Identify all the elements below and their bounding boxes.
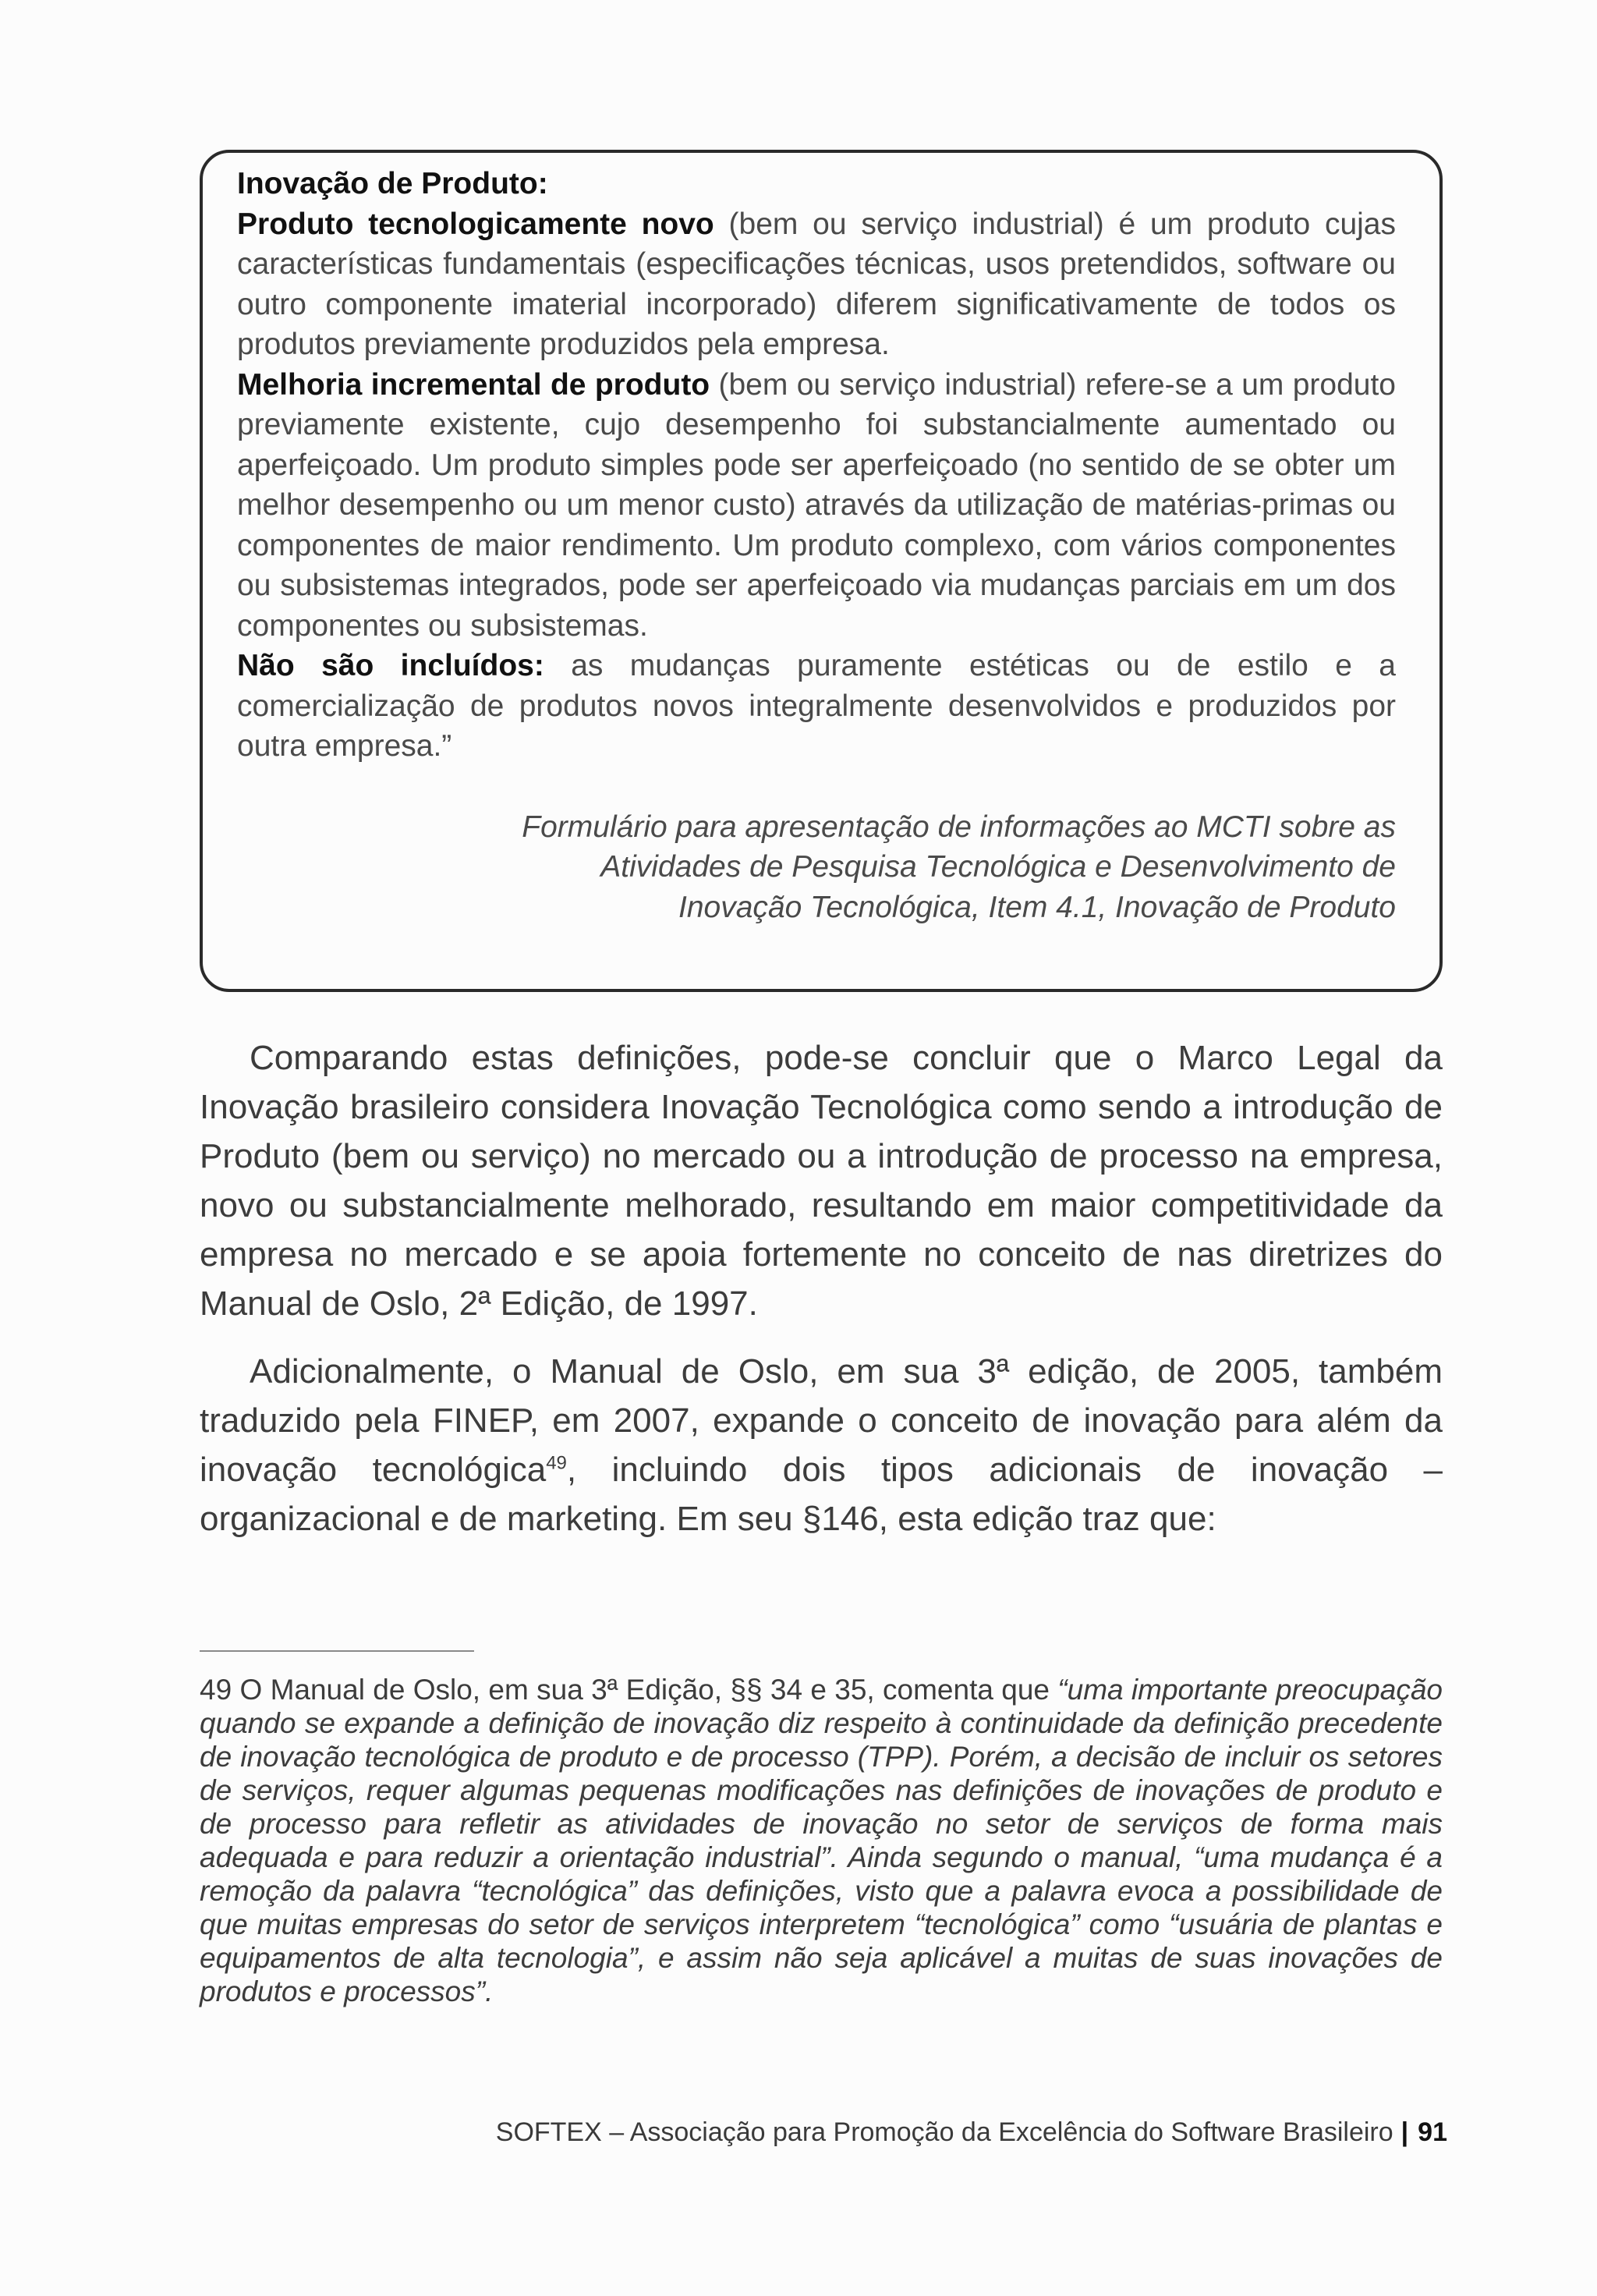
body-paragraph-2 — [200, 1347, 1443, 1543]
quote-paragraph-new-product — [237, 204, 1396, 365]
footnote-lead: 49 O Manual de Oslo, em sua 3ª Edição, §§ 34 e 35, comenta que — [200, 1674, 1058, 1706]
footer-separator: | — [1400, 2117, 1409, 2147]
quote-paragraph-incremental — [237, 365, 1396, 647]
footnote-divider — [200, 1650, 474, 1652]
footnote-ref-49[interactable]: 49 — [546, 1452, 567, 1474]
quote-heading: Inovação de Produto: — [237, 167, 548, 200]
quote-paragraph-excluded — [237, 646, 1396, 767]
quote-term-incremental: Melhoria incremental de produto — [237, 367, 710, 402]
quote-source-line-3: Inovação Tecnológica, Item 4.1, Inovação de Produto — [678, 890, 1396, 924]
quote-source-line-2: Atividades de Pesquisa Tecnológica e Desenvolvimento de — [600, 850, 1396, 884]
quote-source-line-1: Formulário para apresentação de informações ao MCTI sobre as — [522, 810, 1396, 844]
quote-text-new-product: (bem ou serviço industrial) é um produto cujas características fundamentais (especificações técnicas, usos pretendidos, software ou outro componente imaterial incorporado) diferem significativamente de todos os produtos previamente produzidos pela empresa. — [237, 207, 1397, 361]
footnote-49 — [200, 1673, 1443, 2008]
body-paragraph-2-start: Adicionalmente, o Manual de Oslo, em sua 3ª edição, de 2005, também traduzido pela FINEP, em 2007, expande o conceito de inovação para além da inovação tecnológica — [200, 1352, 1443, 1489]
footer-organization: SOFTEX – Associação para Promoção da Excelência do Software Brasileiro — [495, 2117, 1393, 2147]
body-paragraph-1: Comparando estas definições, pode-se concluir que o Marco Legal da Inovação brasileiro considera Inovação Tecnológica como sendo a introdução de Produto (bem ou serviço) no mercado ou a introdução de processo na empresa, novo ou substancialmente melhorado, resultando em maior competitividade da empresa no mercado e se apoia fortemente no conceito de nas diretrizes do Manual de Oslo, 2ª Edição, de 1997. — [200, 1039, 1443, 1323]
quote-text-excluded: as mudanças puramente estéticas ou de estilo e a comercialização de produtos novos integralmente desenvolvidos e produzidos por outra empresa.” — [237, 649, 1396, 763]
body-text — [200, 1033, 1443, 1562]
footnote-text — [200, 1673, 1443, 2008]
page-number: 91 — [1418, 2117, 1447, 2147]
quote-text-incremental: (bem ou serviço industrial) refere-se a um produto previamente existente, cujo desempenho foi substancialmente aumentado ou aperfeiçoado. Um produto simples pode ser aperfeiçoado (no sentido de se obter um melhor desempenho ou um menor custo) através da utilização de matérias-primas ou componentes de maior rendimento. Um produto complexo, com vários componentes ou subsistemas integrados, pode ser aperfeiçoado via mudanças parciais em um dos componentes ou subsistemas. — [237, 367, 1396, 643]
quote-source — [237, 807, 1396, 928]
body-paragraph-2-end: , incluindo dois tipos adicionais de inovação – organizacional e de marketing. Em seu §146, esta edição traz que: — [200, 1451, 1443, 1538]
quote-term-excluded: Não são incluídos: — [237, 649, 544, 682]
definition-quote-box — [200, 150, 1443, 992]
quote-term-new-product: Produto tecnologicamente novo — [237, 207, 714, 241]
page-footer — [496, 2117, 1447, 2148]
footnote-quote: “uma importante preocupação quando se expande a definição de inovação diz respeito à continuidade da definição precedente de inovação tecnológica de produto e de processo (TPP). Porém, a decisão de incluir os setores de serviços, requer algumas pequenas modificações nas definições de inovações de produto e de processo para refletir as atividades de inovação no setor de serviços de forma mais adequada e para reduzir a orientação industrial”. Ainda segundo o manual, “uma mudança é a remoção da palavra “tecnológica” das definições, visto que a palavra evoca a possibilidade de que muitas empresas do setor de serviços interpretem “tecnológica” como “usuária de plantas e equipamentos de alta tecnologia”, e assim não seja aplicável a muitas de suas inovações de produtos e processos”. — [200, 1674, 1443, 2007]
